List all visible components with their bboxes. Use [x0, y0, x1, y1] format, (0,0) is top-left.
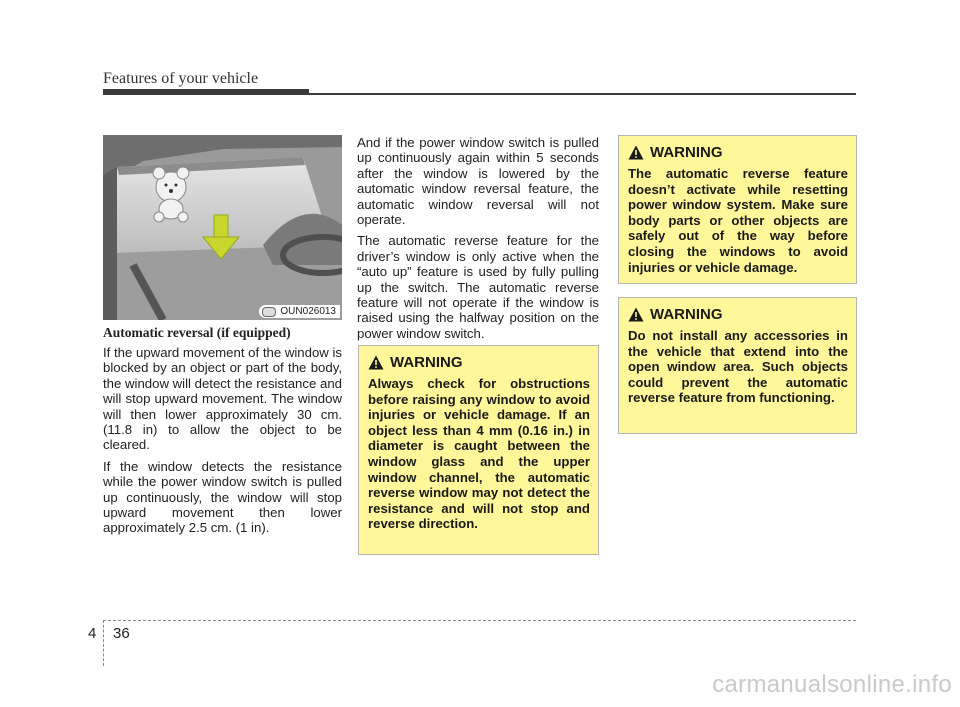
warning-title: WARNING — [390, 353, 463, 371]
window-reversal-photo — [103, 135, 342, 320]
warning-title: WARNING — [650, 305, 723, 323]
warning-body: Always check for obstructions before raising any window to avoid injuries or vehicle damage. If an object less than 4 mm (0.16 in.) in diameter is caught between the window glass and the upper window channel, the automatic reverse window may not detect the resistance and will not stop and reverse direction. — [368, 376, 590, 532]
figure-code-label — [259, 305, 340, 318]
footer-divider — [103, 620, 104, 666]
footer-page-number: 36 — [113, 625, 130, 642]
column-1-text — [103, 345, 342, 542]
car-interior-illustration — [103, 135, 342, 320]
warning-box-obstructions — [358, 345, 599, 555]
footer-chapter-number: 4 — [88, 625, 97, 642]
warning-triangle-icon — [628, 145, 644, 160]
header-rule-thin — [309, 93, 856, 95]
figure-code: OUN026013 — [280, 306, 336, 317]
teddy-bear-icon — [153, 167, 189, 222]
column-2-paragraph: And if the power window switch is pulled up continuously again within 5 seconds after the window is lowered by the automatic window reversal feature, the automatic window reversal will not operate. — [357, 135, 599, 228]
column-2-text — [357, 135, 599, 347]
header-rule-thick — [103, 89, 309, 95]
warning-triangle-icon — [368, 355, 384, 370]
page-header-title: Features of your vehicle — [103, 70, 259, 87]
column-2-paragraph: The automatic reverse feature for the driver’s window is only active when the “auto up” feature is used by fully pulling up the switch. The automatic reverse feature will not operate if the window is raised using the halfway position on the power window switch. — [357, 233, 599, 341]
figure-pin-icon — [262, 307, 276, 317]
warning-triangle-icon — [628, 307, 644, 322]
warning-box-accessories — [618, 297, 857, 434]
column-1-paragraph: If the window detects the resistance while the power window switch is pulled up continuously, the window will stop upward movement then lower approximately 2.5 cm. (1 in). — [103, 458, 342, 536]
warning-body: The automatic reverse feature doesn’t activate while resetting power window system. Make sure body parts or other objects are safely out of the way before closing the windows to avoid injuries or vehicle damage. — [628, 166, 848, 275]
figure-caption: Automatic reversal (if equipped) — [103, 325, 291, 340]
watermark-text: carmanualsonline.info — [712, 671, 952, 698]
column-1-paragraph: If the upward movement of the window is blocked by an object or part of the body, the window will detect the resistance and will stop upward movement. The window will then lower approximately 30 cm. (11.8 in) to allow the object to be cleared. — [103, 345, 342, 453]
warning-box-resetting — [618, 135, 857, 284]
warning-body: Do not install any accessories in the vehicle that extend into the open window area. Such objects could prevent the automatic reverse feature from functioning. — [628, 328, 848, 406]
warning-title: WARNING — [650, 143, 723, 161]
footer-rule — [103, 620, 856, 621]
